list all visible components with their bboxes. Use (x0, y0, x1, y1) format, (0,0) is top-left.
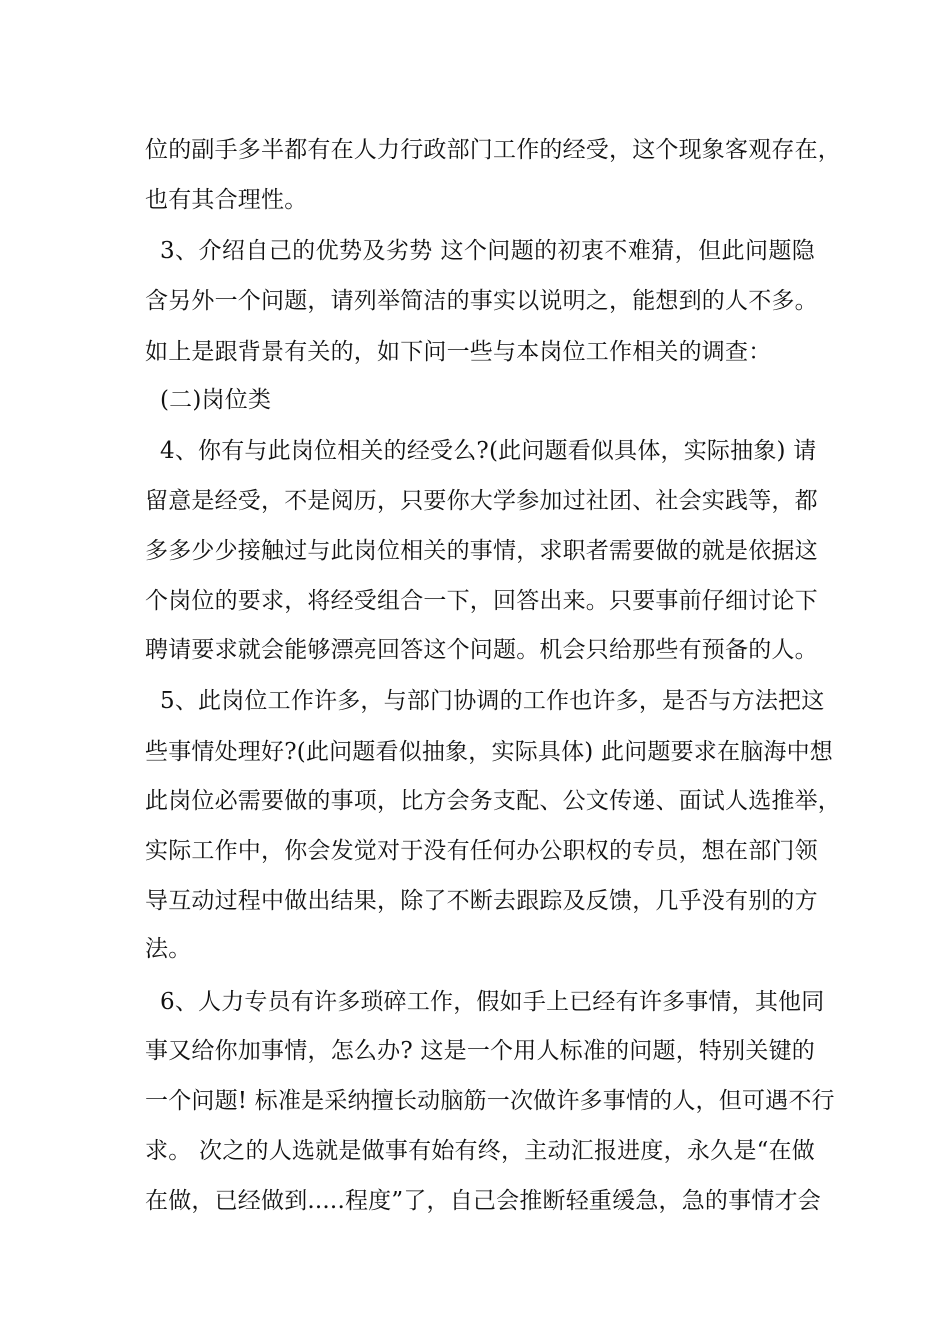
text-line: 含另外一个问题，请列举简洁的事实以说明之，能想到的人不多。 (145, 288, 818, 314)
text-line: 5、此岗位工作许多，与部门协调的工作也许多，是否与方法把这 (160, 688, 825, 714)
text-line: 在做，已经做到.....程度”了，自己会推断轻重缓急，急的事情才会 (145, 1188, 821, 1214)
text-line: 些事情处理好?(此问题看似抽象，实际具体) 此问题要求在脑海中想 (145, 739, 833, 765)
text-line: 事又给你加事情，怎么办? 这是一个用人标准的问题，特别关键的 (145, 1038, 815, 1064)
text-line: 求。 次之的人选就是做事有始有终，主动汇报进度，永久是“在做 (145, 1138, 815, 1164)
text-line: 3、介绍自己的优势及劣势 这个问题的初衷不难猜，但此问题隐 (160, 238, 815, 264)
text-line: 4、你有与此岗位相关的经受么?(此问题看似具体，实际抽象) 请 (160, 438, 817, 464)
text-line: 多多少少接触过与此岗位相关的事情，求职者需要做的就是依据这 (145, 538, 818, 564)
text-line: 也有其合理性。 (145, 187, 308, 213)
section-heading: (二)岗位类 (160, 387, 272, 413)
text-line: 导互动过程中做出结果，除了不断去跟踪及反馈，几乎没有别的方 (145, 888, 818, 914)
text-line: 位的副手多半都有在人力行政部门工作的经受，这个现象客观存在， (145, 137, 841, 163)
text-line: 个岗位的要求，将经受组合一下，回答出来。只要事前仔细讨论下 (145, 588, 818, 614)
text-line: 法。 (145, 936, 192, 962)
text-line: 6、人力专员有许多琐碎工作，假如手上已经有许多事情，其他同 (160, 989, 825, 1015)
text-line: 留意是经受，不是阅历，只要你大学参加过社团、社会实践等，都 (145, 488, 818, 514)
text-line: 聘请要求就会能够漂亮回答这个问题。机会只给那些有预备的人。 (145, 637, 818, 663)
text-line: 一个问题! 标准是采纳擅长动脑筋一次做许多事情的人，但可遇不行 (145, 1088, 835, 1114)
text-line: 如上是跟背景有关的，如下问一些与本岗位工作相关的调查： (145, 339, 772, 365)
text-line: 实际工作中，你会发觉对于没有任何办公职权的专员，想在部门领 (145, 838, 818, 864)
text-line: 此岗位必需要做的事项，比方会务支配、公文传递、面试人选推举， (145, 788, 841, 814)
